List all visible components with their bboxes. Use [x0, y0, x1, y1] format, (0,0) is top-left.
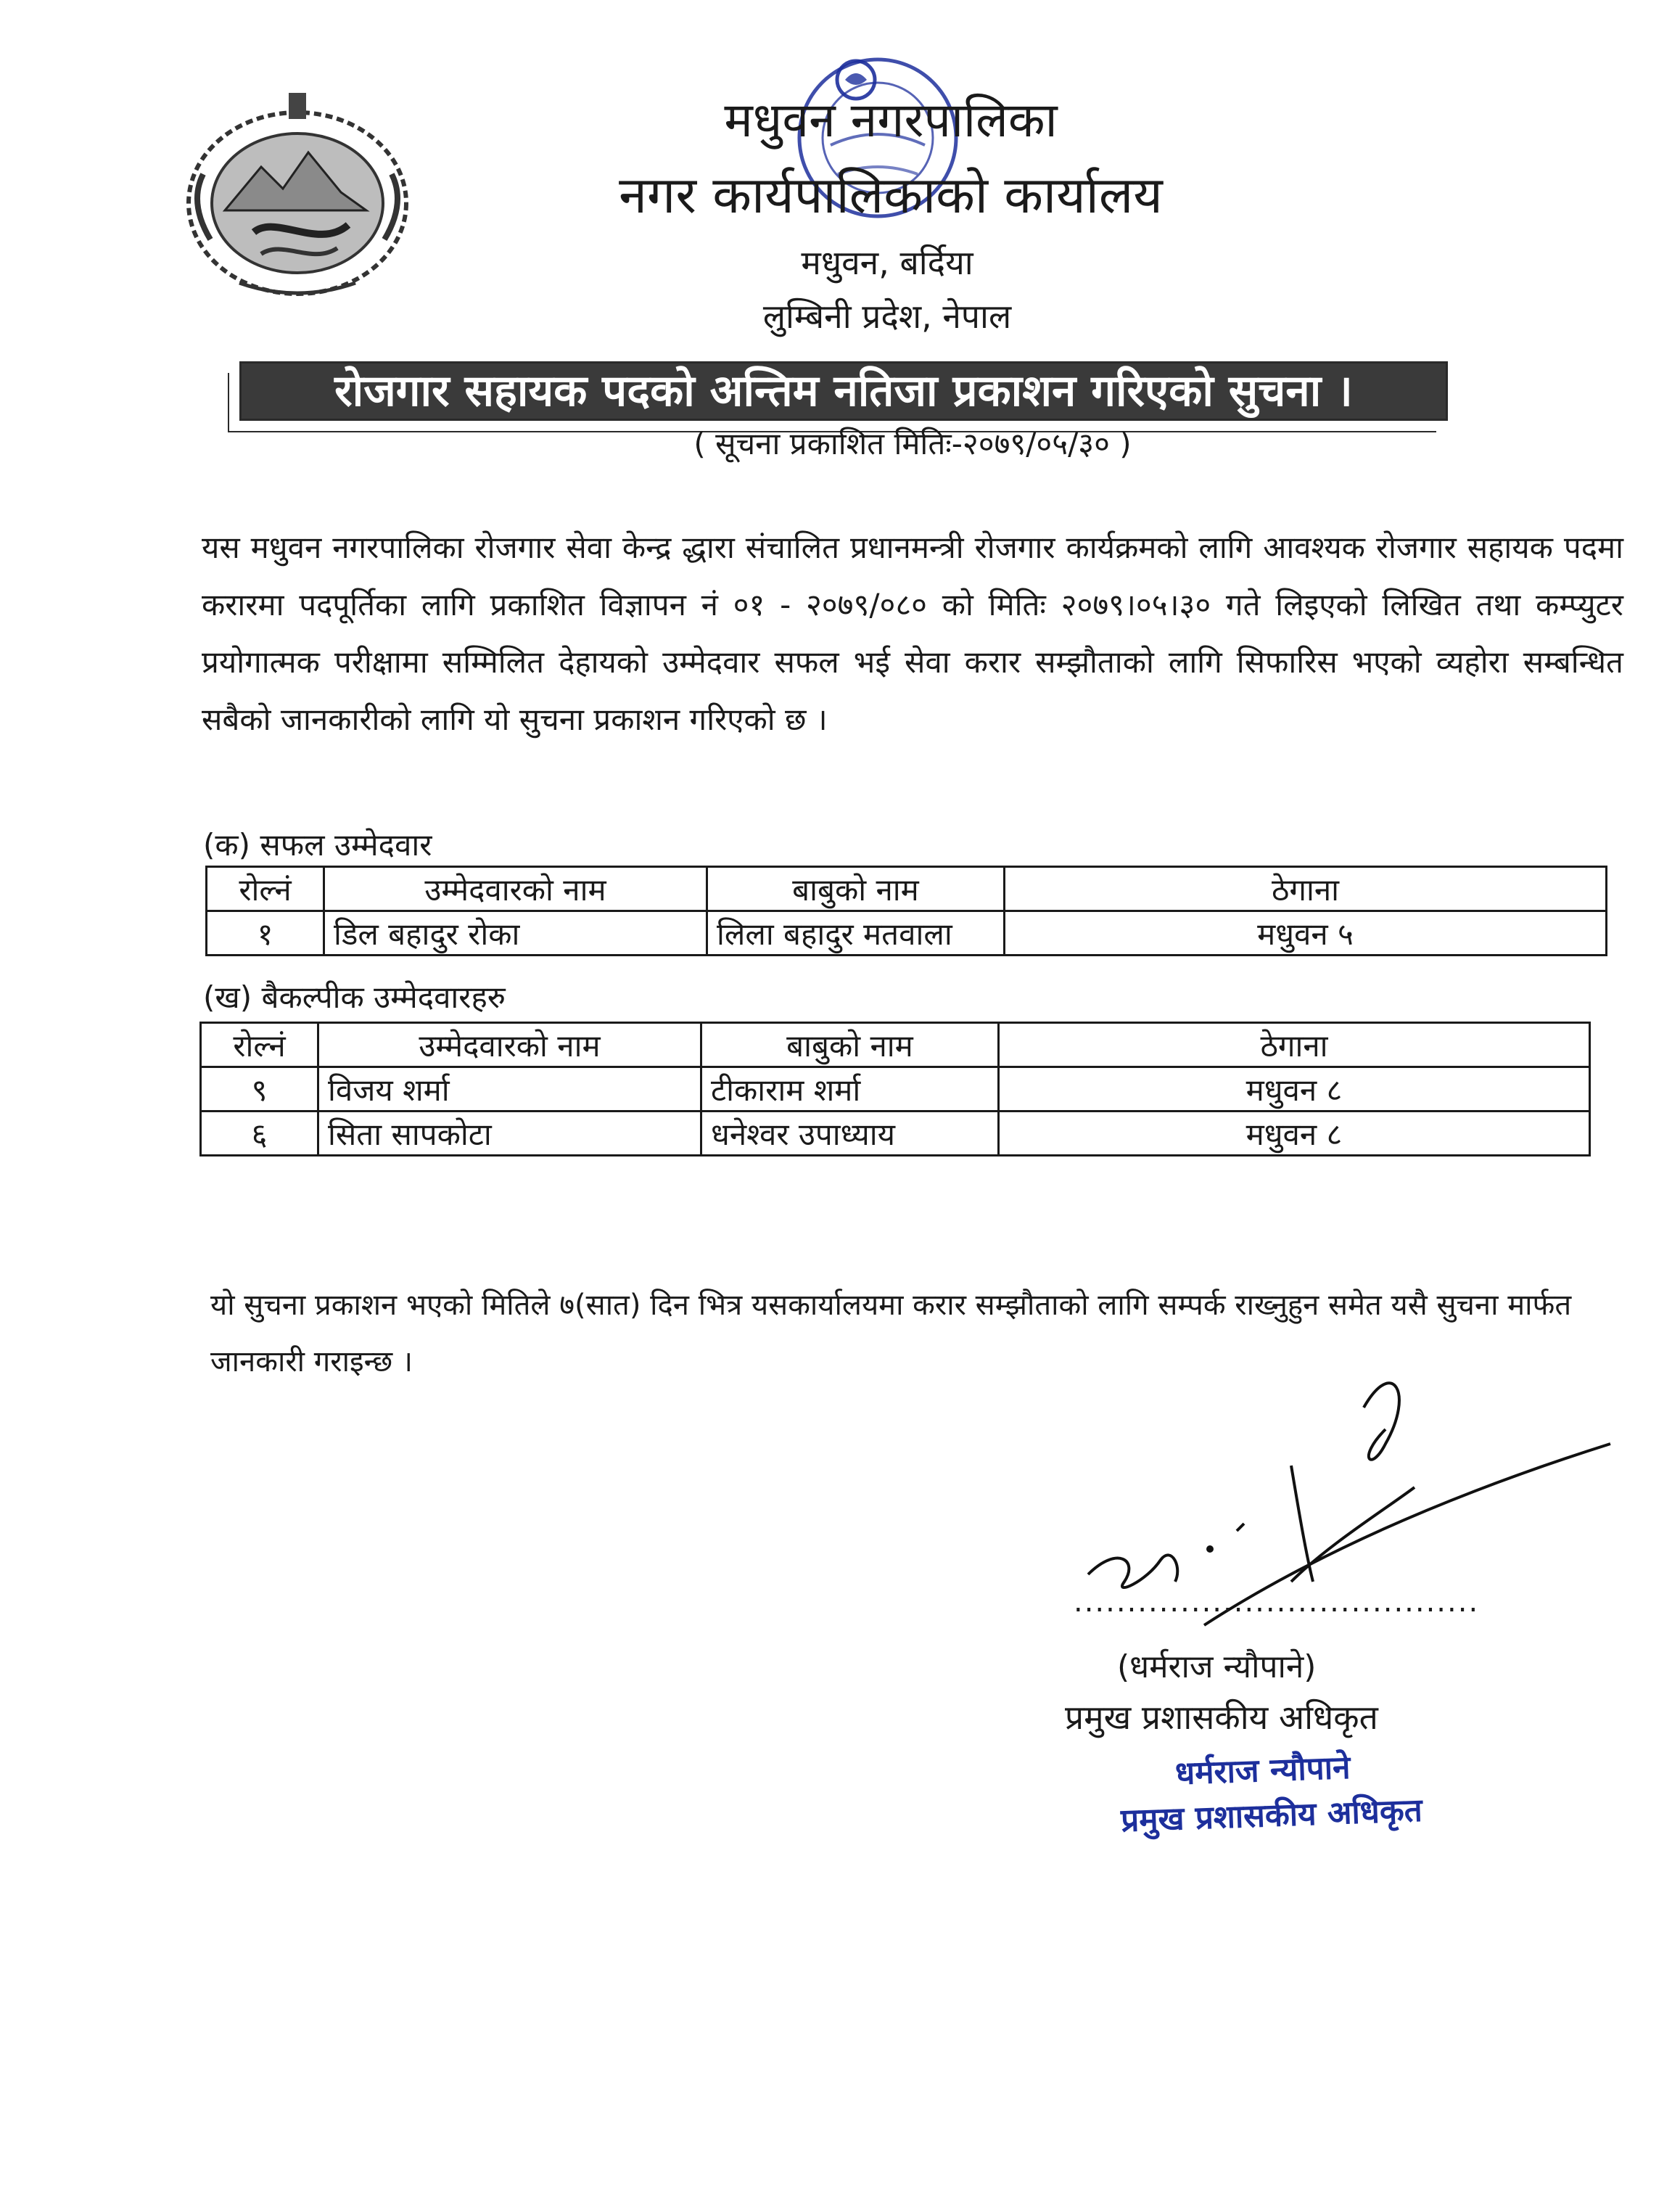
- cell-address: मधुवन ८: [999, 1112, 1590, 1156]
- province-country: लुम्बिनी प्रदेश, नेपाल: [762, 297, 1012, 336]
- signatory-designation: प्रमुख प्रशासकीय अधिकृत: [1065, 1698, 1378, 1737]
- office-name: नगर कार्यपालिकाको कार्यालय: [619, 165, 1163, 225]
- cell-address: मधुवन ५: [1005, 911, 1607, 956]
- cell-roll: ९: [201, 1067, 318, 1112]
- column-header-father-name: बाबुको नाम: [707, 867, 1005, 911]
- municipality-name: मधुवन नगरपालिका: [724, 92, 1058, 148]
- table-row: [201, 1112, 1590, 1156]
- notice-body-paragraph: यस मधुवन नगरपालिका रोजगार सेवा केन्द्र द्धारा संचालित प्रधानमन्त्री रोजगार कार्यक्रमको लागि आवश्यक रोजगार सहायक पदमा करारमा पदपूर्तिका लागि प्रकाशित विज्ञापन नं ०१ - २०७९/०८० को मितिः २०७९।०५।३० गते लिइएको लिखित तथा कम्प्युटर प्रयोगात्मक परीक्षामा सम्मिलित देहायको उम्मेदवार सफल भई सेवा करार सम्झौताको लागि सिफारिस भएको व्यहोरा सम्बन्धित सबैको जानकारीको लागि यो सुचना प्रकाशन गरिएको छ ।: [202, 530, 1623, 737]
- closing-paragraph: यो सुचना प्रकाशन भएको मितिले ७(सात) दिन भित्र यसकार्यालयमा करार सम्झौताको लागि सम्पर्क राख्नुहुन समेत यसै सुचना मार्फत जानकारी गराइन्छ ।: [210, 1289, 1572, 1379]
- successful-candidates-table: [205, 866, 1607, 956]
- cell-candidate-name: विजय शर्मा: [318, 1067, 701, 1112]
- table-header-row: [207, 867, 1607, 911]
- cell-roll: १: [207, 911, 324, 956]
- column-header-candidate-name: उम्मेदवारको नाम: [318, 1023, 701, 1067]
- official-stamp-name: धर्मराज न्यौपाने: [1174, 1749, 1351, 1793]
- column-header-roll: रोल्नं: [207, 867, 324, 911]
- cell-father-name: धनेश्वर उपाध्याय: [701, 1112, 999, 1156]
- column-header-address: ठेगाना: [999, 1023, 1590, 1067]
- successful-candidates-label: (क) सफल उम्मेदवार: [203, 827, 432, 863]
- table-row: [207, 911, 1607, 956]
- cell-candidate-name: डिल बहादुर रोका: [324, 911, 707, 956]
- column-header-candidate-name: उम्मेदवारको नाम: [324, 867, 707, 911]
- cell-father-name: लिला बहादुर मतवाला: [707, 911, 1005, 956]
- signature-dotted-line: ......................................: [1074, 1585, 1480, 1619]
- cell-address: मधुवन ८: [999, 1067, 1590, 1112]
- column-header-roll: रोल्नं: [201, 1023, 318, 1067]
- signatory-name: (धर्मराज न्यौपाने): [1117, 1648, 1317, 1685]
- column-header-father-name: बाबुको नाम: [701, 1023, 999, 1067]
- official-stamp-designation: प्रमुख प्रशासकीय अधिकृत: [1120, 1791, 1423, 1840]
- column-header-address: ठेगाना: [1005, 867, 1607, 911]
- table-row: [201, 1067, 1590, 1112]
- cell-candidate-name: सिता सापकोटा: [318, 1112, 701, 1156]
- table-header-row: [201, 1023, 1590, 1067]
- notice-title-banner: रोजगार सहायक पदको अन्तिम नतिजा प्रकाशन गरिएको सुचना ।: [239, 361, 1448, 421]
- alternate-candidates-label: (ख) बैकल्पीक उम्मेदवारहरु: [203, 979, 506, 1015]
- cell-roll: ६: [201, 1112, 318, 1156]
- alternate-candidates-table: [199, 1022, 1591, 1156]
- cell-father-name: टीकाराम शर्मा: [701, 1067, 999, 1112]
- office-location: मधुवन, बर्दिया: [801, 243, 973, 282]
- publication-date: ( सूचना प्रकाशित मितिः-२०७९/०५/३० ): [693, 426, 1132, 461]
